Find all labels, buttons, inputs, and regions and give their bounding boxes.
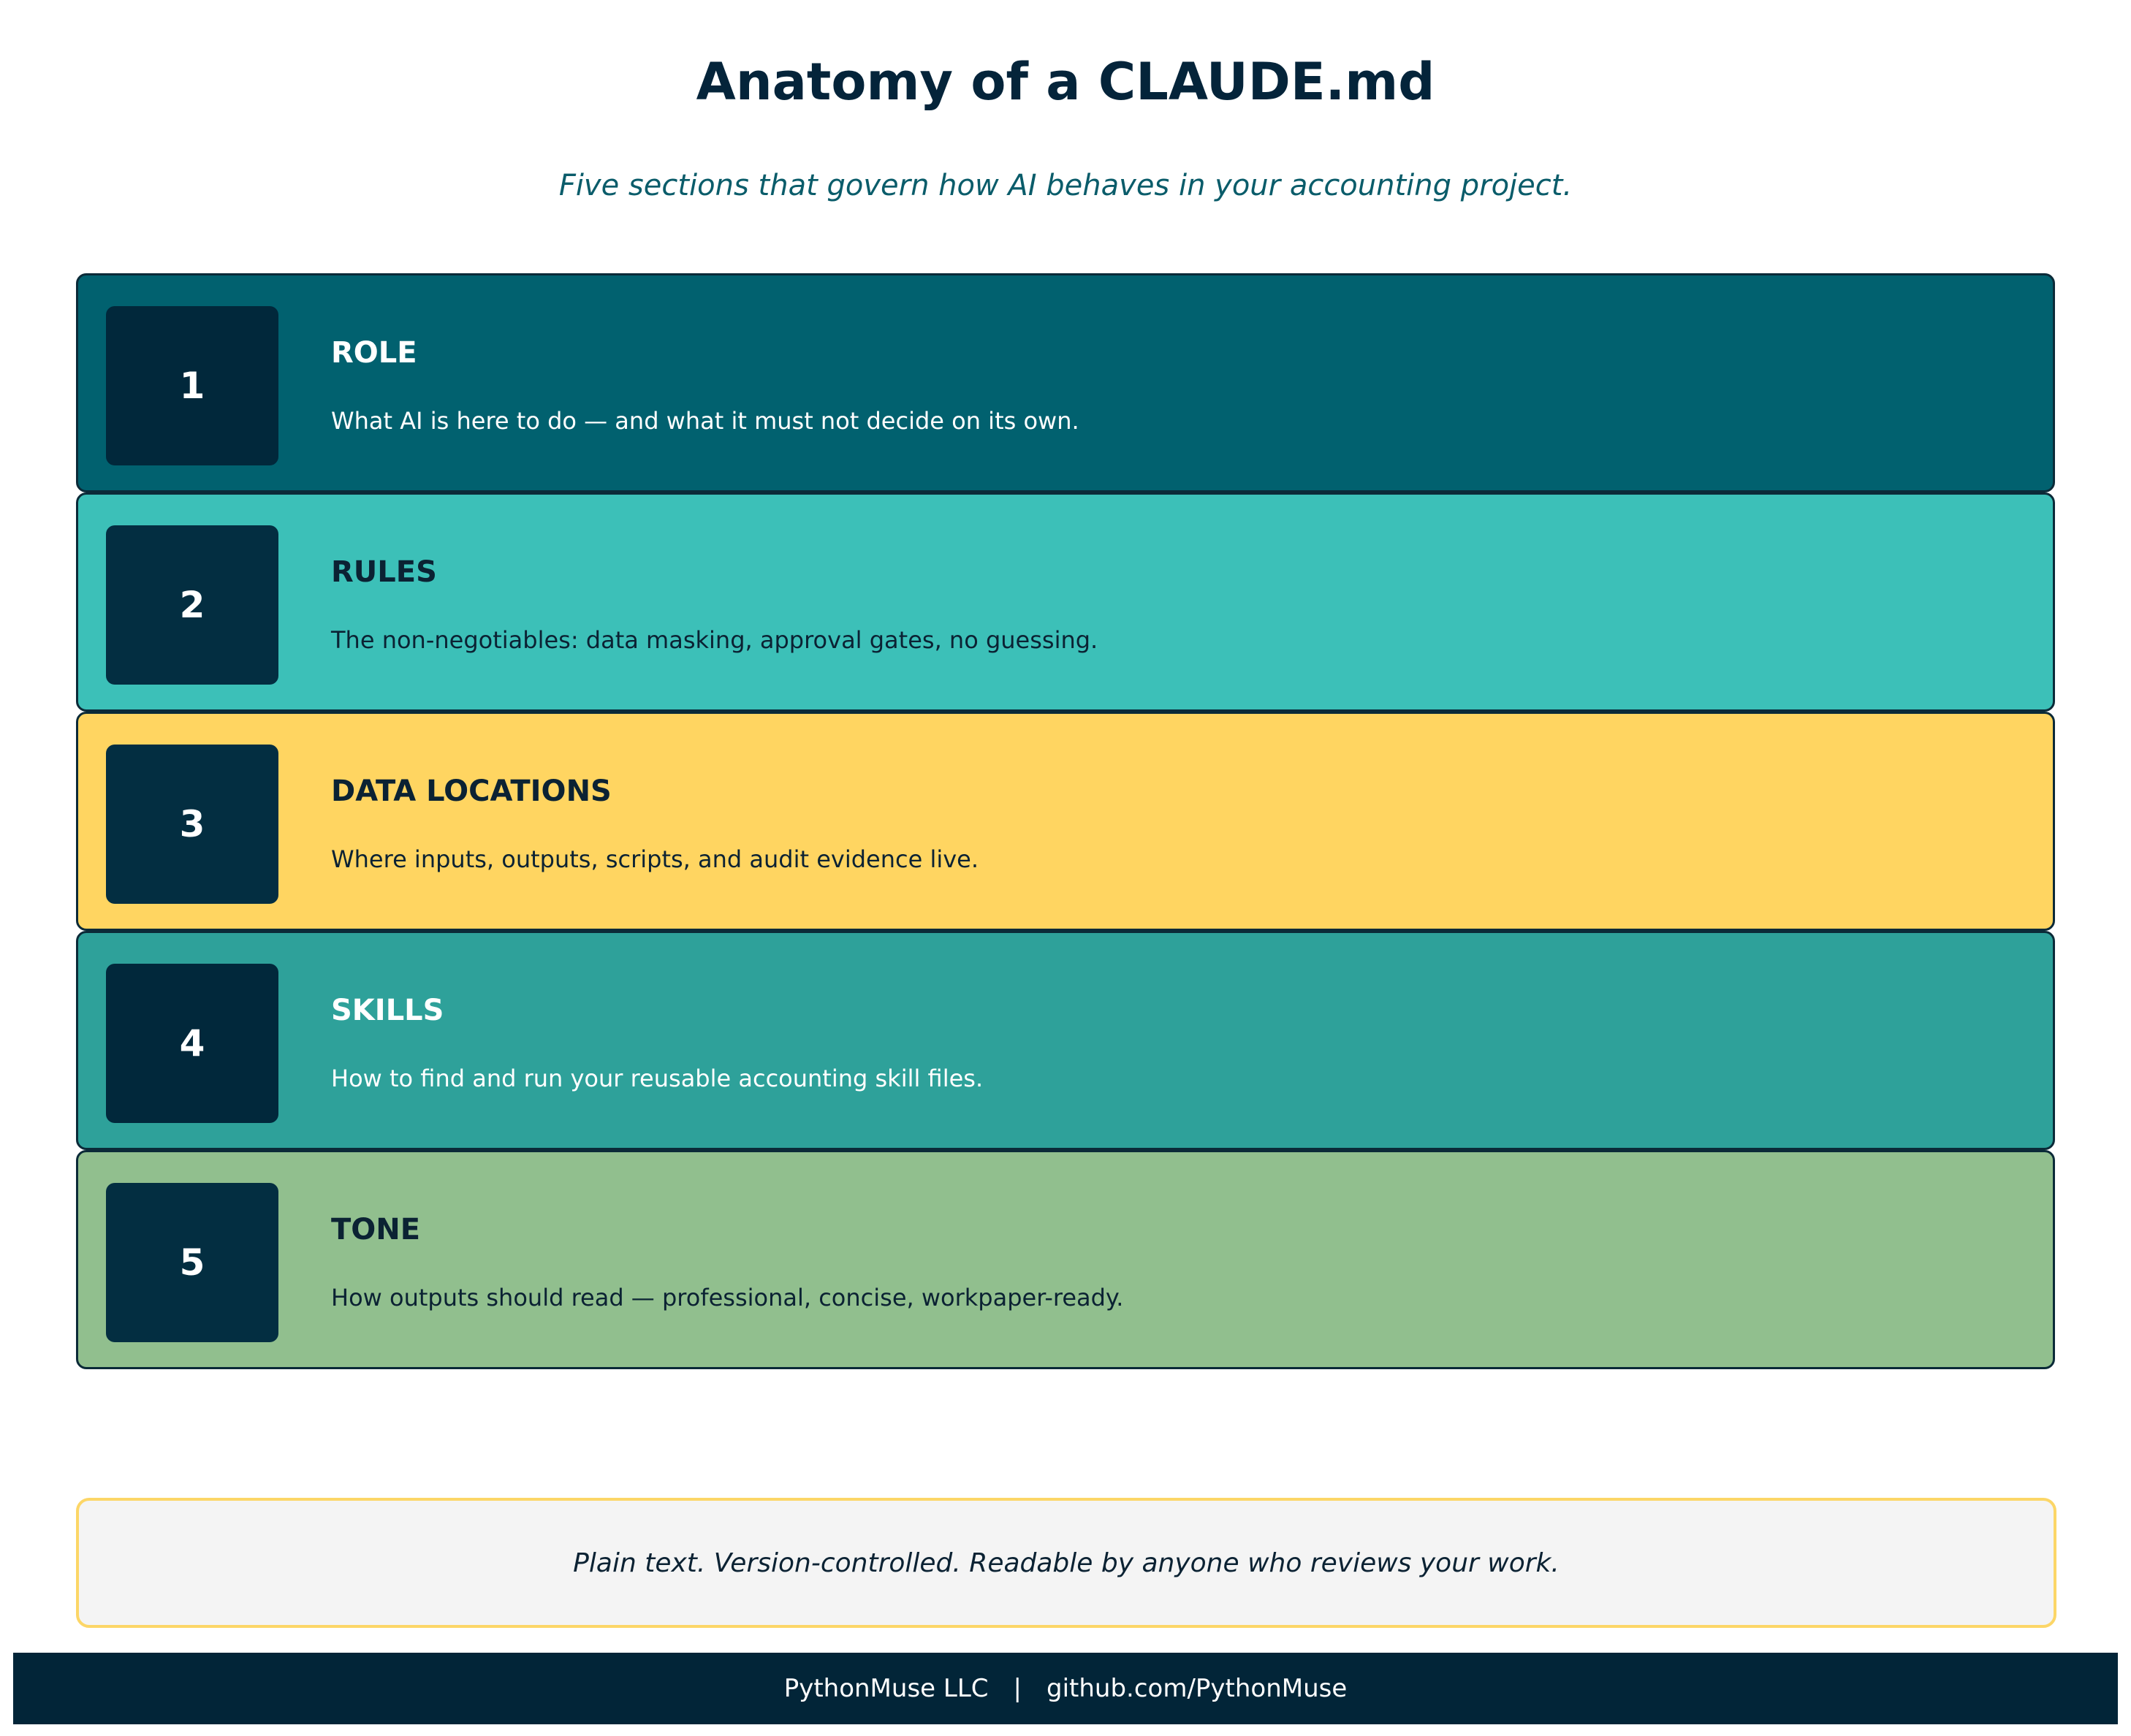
section-skills [76,931,2055,1150]
section-title: RULES [331,555,437,589]
footer-link[interactable]: github.com/PythonMuse [1046,1674,1348,1703]
section-number-badge: 4 [106,964,278,1123]
page-title: Anatomy of a CLAUDE.md [696,52,1435,112]
section-title: DATA LOCATIONS [331,774,612,808]
section-title: TONE [331,1213,421,1246]
footer-separator: | [1013,1674,1022,1703]
callout-box [76,1498,2056,1628]
section-number-badge: 2 [106,525,278,685]
section-number-badge: 5 [106,1183,278,1342]
section-role [76,273,2055,492]
section-description: The non-negotiables: data masking, approval gates, no guessing. [331,626,1098,654]
section-description: How outputs should read — professional, concise, workpaper-ready. [331,1284,1124,1311]
section-title: SKILLS [331,994,444,1027]
section-description: Where inputs, outputs, scripts, and audit evidence live. [331,845,979,873]
section-tone [76,1150,2055,1369]
callout-text: Plain text. Version-controlled. Readable by anyone who reviews your work. [573,1547,1560,1578]
section-data-locations [76,712,2055,931]
section-number-badge: 3 [106,745,278,904]
footer-company: PythonMuse LLC [783,1674,989,1703]
section-description: What AI is here to do — and what it must not decide on its own. [331,407,1079,435]
section-title: ROLE [331,336,417,370]
page-subtitle: Five sections that govern how AI behaves in your accounting project. [558,169,1573,202]
section-rules [76,492,2055,712]
footer-bar [13,1653,2118,1724]
section-description: How to find and run your reusable accounting skill files. [331,1065,984,1092]
section-number-badge: 1 [106,306,278,465]
